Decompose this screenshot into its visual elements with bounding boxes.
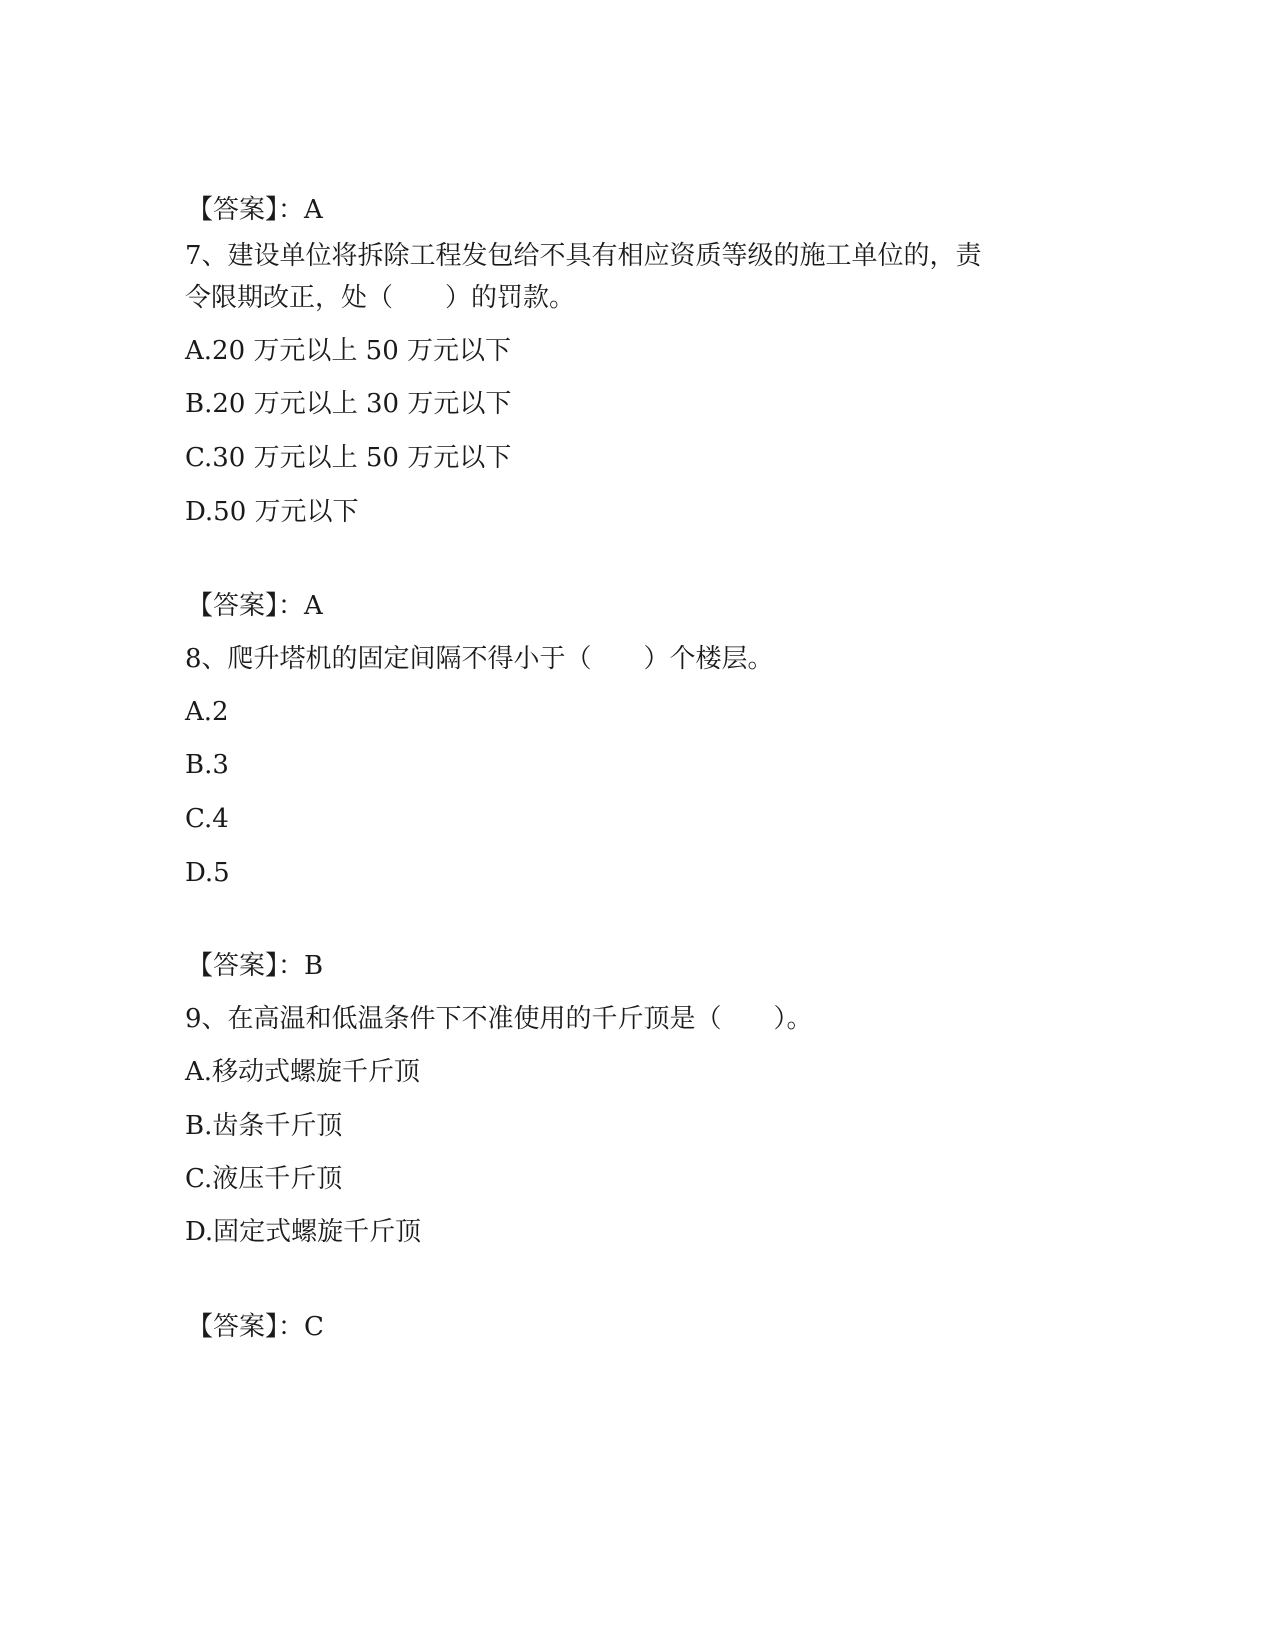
question-9-stem-line-1: 9、在高温和低温条件下不准使用的千斤顶是（ ）。 [185, 1004, 813, 1034]
question-9-option-d: D.固定式螺旋千斤顶 [185, 1217, 422, 1247]
question-9-option-c: C.液压千斤顶 [185, 1164, 343, 1194]
answer-line-q7: 【答案】：A [187, 591, 323, 621]
question-7-stem-line-1: 7、建设单位将拆除工程发包给不具有相应资质等级的施工单位的，责 [185, 241, 982, 271]
question-8-option-c: C.4 [185, 804, 229, 834]
question-7-option-d: D.50 万元以下 [185, 497, 359, 527]
answer-line-q6: 【答案】：A [187, 195, 323, 225]
question-8-option-d: D.5 [185, 858, 230, 888]
question-8-stem-line-1: 8、爬升塔机的固定间隔不得小于（ ）个楼层。 [185, 644, 774, 674]
question-9-option-a: A.移动式螺旋千斤顶 [185, 1057, 421, 1087]
question-7-stem-line-2: 令限期改正，处（ ）的罚款。 [185, 283, 576, 313]
question-7-option-b: B.20 万元以上 30 万元以下 [185, 389, 512, 419]
question-9-option-b: B.齿条千斤顶 [185, 1111, 343, 1141]
answer-line-q8: 【答案】：B [187, 951, 324, 981]
answer-line-q9: 【答案】：C [187, 1312, 324, 1342]
question-8-option-b: B.3 [185, 750, 229, 780]
question-7-option-c: C.30 万元以上 50 万元以下 [185, 443, 512, 473]
question-7-option-a: A.20 万元以上 50 万元以下 [185, 336, 512, 366]
question-8-option-a: A.2 [185, 697, 229, 727]
